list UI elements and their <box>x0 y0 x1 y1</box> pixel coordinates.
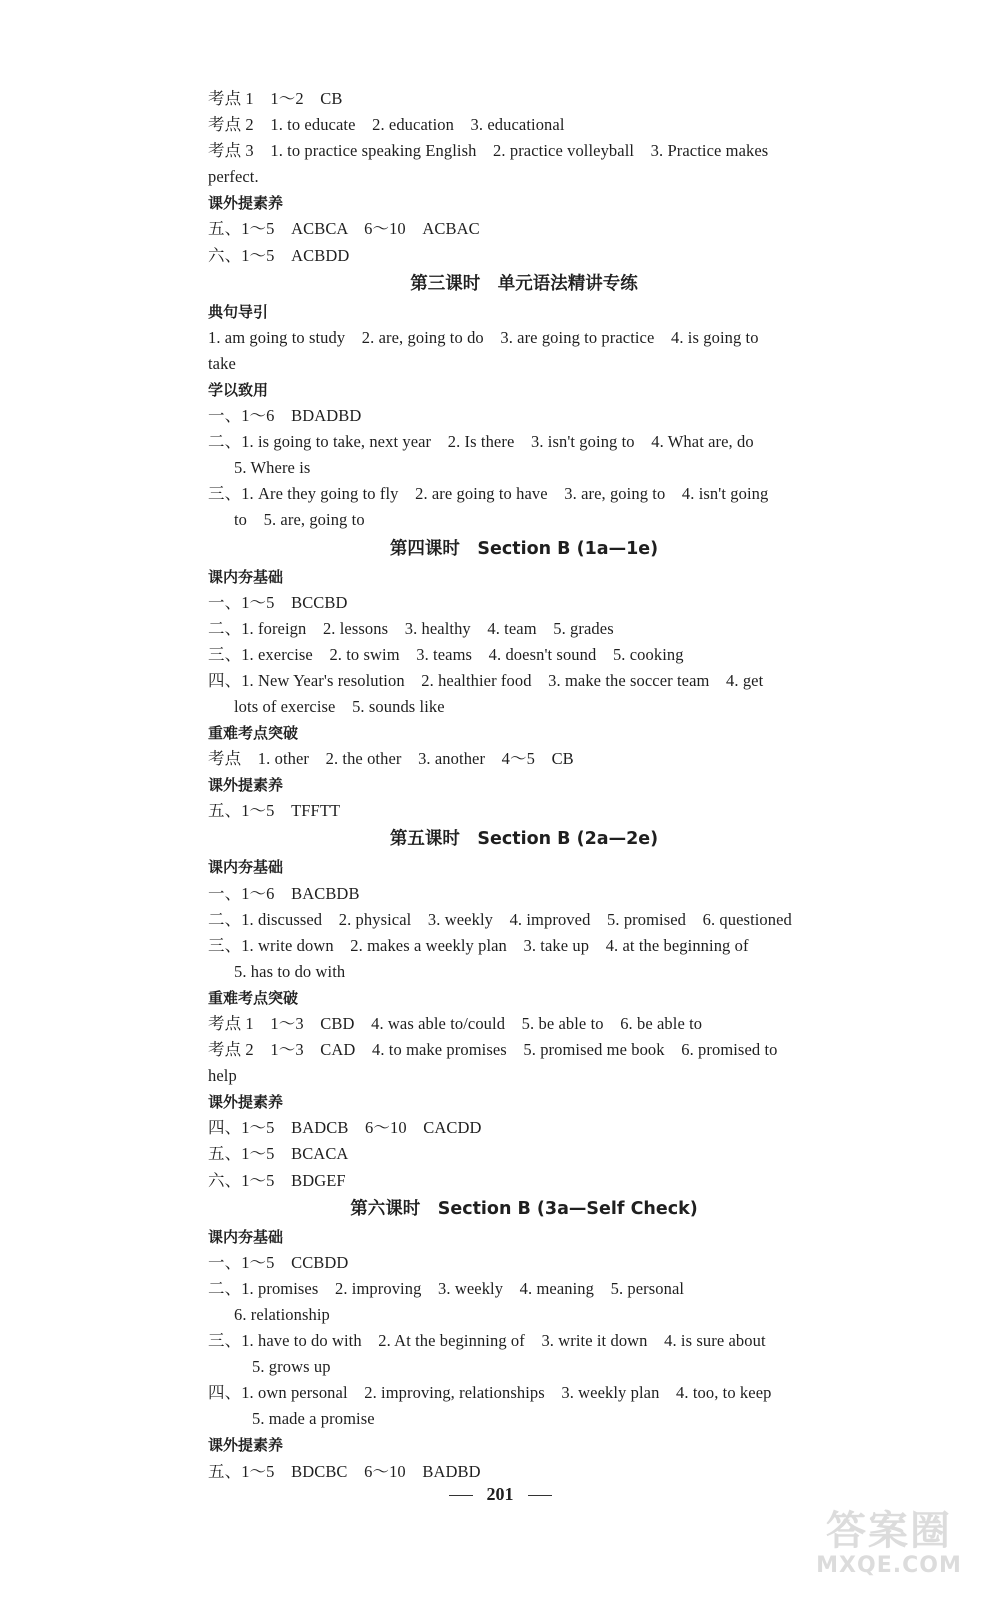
answer-line-continued: 5. grows up <box>252 1357 331 1377</box>
section-subheading: 学以致用 <box>208 380 269 399</box>
answer-line: 四、1～5 BADCB 6～10 CACDD <box>208 1118 482 1138</box>
answer-line: 二、1. foreign 2. lessons 3. healthy 4. team 5. grades <box>208 618 614 638</box>
answer-line: perfect. <box>208 167 259 187</box>
answer-line-continued: lots of exercise 5. sounds like <box>234 696 445 716</box>
answer-line-continued: 5. has to do with <box>234 961 346 981</box>
answer-line: 考点 2 1～3 CAD 4. to make promises 5. promised me book 6. promised to <box>208 1040 778 1060</box>
answer-line: 五、1～5 BDCBC 6～10 BADBD <box>208 1461 481 1481</box>
answer-line: 五、1～5 BCACA <box>208 1144 349 1164</box>
answer-line: 二、1. promises 2. improving 3. weekly 4. meaning 5. personal <box>208 1278 685 1298</box>
answer-line: 三、1. Are they going to fly 2. are going to have 3. are, going to 4. isn't going <box>208 484 769 504</box>
answer-line: 1. am going to study 2. are, going to do 3. are going to practice 4. is going to <box>208 327 759 347</box>
answer-content <box>208 86 840 1485</box>
answer-line-continued: 6. relationship <box>234 1304 330 1324</box>
answer-line: 一、1～6 BACBDB <box>208 883 360 903</box>
answer-line: 一、1～5 CCBDD <box>208 1252 349 1272</box>
page-number-right-dash <box>528 1495 552 1496</box>
answer-line: help <box>208 1066 237 1086</box>
answer-line: 六、1～5 ACBDD <box>208 245 350 265</box>
section-subheading: 典句导引 <box>208 302 269 321</box>
answer-line: 三、1. write down 2. makes a weekly plan 3. take up 4. at the beginning of <box>208 935 749 955</box>
section-subheading: 课外提素养 <box>208 1093 284 1112</box>
section-subheading: 课外提素养 <box>208 776 284 795</box>
answer-line: 一、1～6 BDADBD <box>208 406 362 426</box>
watermark-logo <box>804 1508 974 1588</box>
section-subheading: 课外提素养 <box>208 1436 284 1455</box>
lesson-title: 第三课时 单元语法精讲专练 <box>410 273 638 294</box>
answer-line: 考点 1. other 2. the other 3. another 4～5 CB <box>208 749 574 769</box>
answer-line: 五、1～5 ACBCA 6～10 ACBAC <box>208 219 480 239</box>
page-number-row <box>0 1484 1000 1505</box>
answer-line: 考点 1 1～3 CBD 4. was able to/could 5. be able to 6. be able to <box>208 1014 703 1033</box>
answer-line: 四、1. own personal 2. improving, relationships 3. weekly plan 4. too, to keep <box>208 1383 772 1403</box>
answer-line: 五、1～5 TFFTT <box>208 801 341 821</box>
section-subheading: 课内夯基础 <box>208 1227 284 1246</box>
answer-line: 三、1. have to do with 2. At the beginning of 3. write it down 4. is sure about <box>208 1331 766 1351</box>
page-number: 201 <box>486 1484 514 1504</box>
answer-line: 考点 1 1～2 CB <box>208 89 343 108</box>
lesson-title: 第六课时 Section B (3a—Self Check) <box>350 1198 698 1219</box>
section-subheading: 课内夯基础 <box>208 567 284 586</box>
section-subheading: 重难考点突破 <box>208 988 299 1007</box>
answer-line: 考点 3 1. to practice speaking English 2. practice volleyball 3. Practice makes <box>208 141 769 161</box>
answer-line: 六、1～5 BDGEF <box>208 1170 346 1190</box>
page-number-left-dash <box>449 1495 473 1496</box>
section-subheading: 重难考点突破 <box>208 724 299 743</box>
answer-line-continued: 5. Where is <box>234 458 311 478</box>
watermark-bottom-text: MXQE.COM <box>816 1553 962 1578</box>
answer-line-continued: to 5. are, going to <box>234 510 365 530</box>
answer-line: 考点 2 1. to educate 2. education 3. educational <box>208 115 565 135</box>
answer-line: 一、1～5 BCCBD <box>208 592 348 612</box>
answer-line: 二、1. discussed 2. physical 3. weekly 4. improved 5. promised 6. questioned <box>208 909 792 929</box>
answer-line-continued: 5. made a promise <box>252 1409 375 1429</box>
answer-line: 二、1. is going to take, next year 2. Is there 3. isn't going to 4. What are, do <box>208 432 754 452</box>
answer-line: take <box>208 353 236 373</box>
answer-line: 四、1. New Year's resolution 2. healthier food 3. make the soccer team 4. get <box>208 670 764 690</box>
lesson-title: 第五课时 Section B (2a—2e) <box>389 829 659 850</box>
lesson-title: 第四课时 Section B (1a—1e) <box>389 538 659 559</box>
section-subheading: 课内夯基础 <box>208 858 284 877</box>
watermark-top-text: 答案圈 <box>826 1508 952 1554</box>
answer-line: 三、1. exercise 2. to swim 3. teams 4. doesn't sound 5. cooking <box>208 644 684 664</box>
section-subheading: 课外提素养 <box>208 194 284 213</box>
